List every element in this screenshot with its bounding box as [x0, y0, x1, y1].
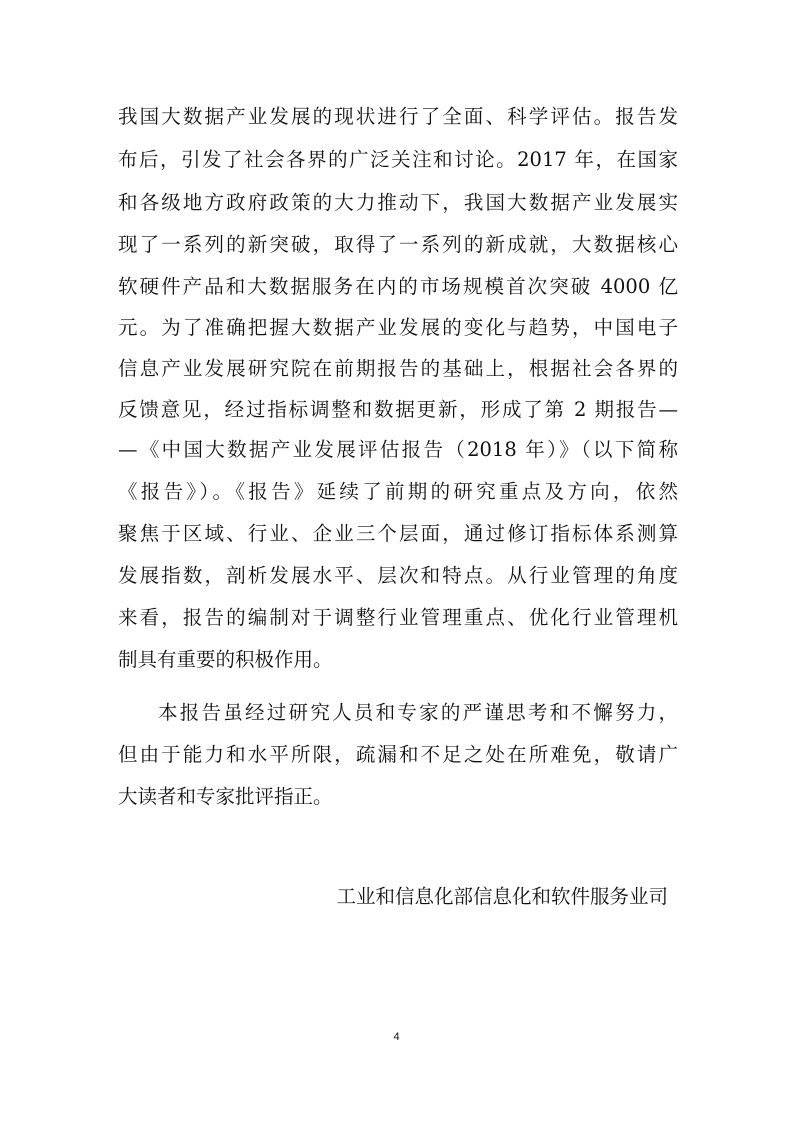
signature-organization: 工业和信息化部信息化和软件服务业司 [336, 885, 668, 908]
body-text-line: —《中国大数据产业发展评估报告（2018 年）》（以下简称 [118, 438, 678, 461]
body-text-line: 元。为了准确把握大数据产业发展的变化与趋势，中国电子 [118, 316, 678, 339]
body-text-line: 布后，引发了社会各界的广泛关注和讨论。2017 年，在国家 [118, 148, 678, 171]
body-text-line: 大读者和专家批评指正。 [118, 785, 333, 808]
body-text-line: 来看，报告的编制对于调整行业管理重点、优化行业管理机 [118, 606, 678, 629]
body-text-line: 软硬件产品和大数据服务在内的市场规模首次突破 4000 亿 [118, 275, 678, 298]
page-number: 4 [393, 1031, 400, 1043]
body-text-line: 信息产业发展研究院在前期报告的基础上，根据社会各界的 [118, 357, 678, 380]
body-text-line: 但由于能力和水平所限，疏漏和不足之处在所难免，敬请广 [118, 743, 678, 766]
body-text-line: 发展指数，剖析发展水平、层次和特点。从行业管理的角度 [118, 564, 678, 587]
body-text-line: 《报告》）。《报告》延续了前期的研究重点及方向，依然 [118, 480, 678, 503]
body-text-line: 本报告虽经过研究人员和专家的严谨思考和不懈努力， [158, 701, 678, 724]
body-text-line: 反馈意见，经过指标调整和数据更新，形成了第 2 期报告— [118, 398, 678, 421]
body-text-line: 聚焦于区域、行业、企业三个层面，通过修订指标体系测算 [118, 522, 678, 545]
body-text-line: 我国大数据产业发展的现状进行了全面、科学评估。报告发 [118, 105, 678, 128]
body-text-line: 现了一系列的新突破，取得了一系列的新成就，大数据核心 [118, 233, 678, 256]
body-text-line: 和各级地方政府政策的大力推动下，我国大数据产业发展实 [118, 191, 678, 214]
body-text-line: 制具有重要的积极作用。 [118, 648, 333, 671]
